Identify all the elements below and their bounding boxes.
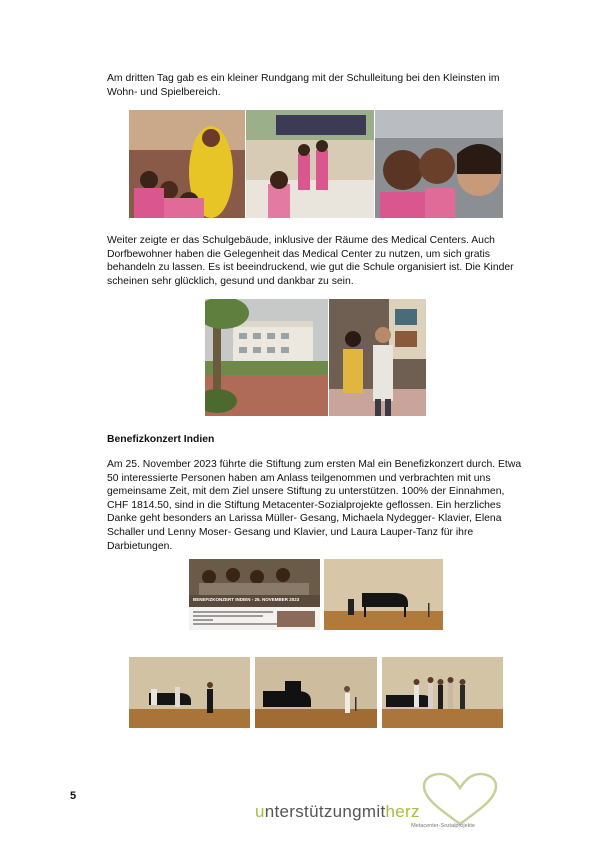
photo-children-yard — [246, 110, 374, 218]
photo-concert-flyer — [189, 559, 320, 630]
photo-children-selfie — [375, 110, 503, 218]
logo-text: unterstützungmitherz — [255, 802, 420, 821]
photo-children-classroom — [129, 110, 245, 218]
photo-concert-group — [382, 657, 503, 728]
photo-concert-performers-2 — [255, 657, 377, 728]
logo — [255, 772, 505, 832]
flyer-banner: BENEFIZKONZERT INDIEN - 25. NOVEMBER 2023 — [193, 597, 300, 602]
heart-icon — [420, 772, 500, 826]
paragraph-rundgang: Am dritten Tag gab es ein kleiner Rundgang mit der Schulleitung bei den Kleinsten im Wohn- und Spielbereich. — [107, 73, 500, 98]
paragraph-benefizkonzert: Am 25. November 2023 führte die Stiftung zum ersten Mal ein Benefizkonzert durch. Etwa 50 interessierte Personen haben am Anlass teilgenommen und verbrachten mit uns gemeinsame Zeit, mit dem Ziel unsere Stiftung zu unterstützen. 100% der Einnahmen, CHF 1814.50, sind in die Stiftung Metacenter-Sozialprojekte geflossen. Ein herzliches Danke geht besonders an Larissa Müller- Gesang, Michaela Nydegger- Klavier, Elena Schaller und Lenny Moser- Gesang und Klavier, und Laura Lauper-Tanz für ihre Darbietungen. — [107, 459, 522, 552]
photo-concert-performers-1 — [129, 657, 250, 728]
logo-subtitle: Metacenter-Sozialprojekte — [411, 823, 475, 829]
photo-school-building — [205, 299, 328, 416]
photo-medical-center-visit — [329, 299, 426, 416]
section-heading: Benefizkonzert Indien — [107, 434, 215, 445]
page-number: 5 — [70, 790, 77, 802]
photo-concert-piano — [324, 559, 443, 630]
paragraph-schulgebaeude: Weiter zeigte er das Schulgebäude, inklusive der Räume des Medical Centers. Auch Dorfbewohner haben die Gelegenheit das Medical Center zu nutzen, um sich gratis behandeln zu lassen. Es ist beeindruckend, wie gut die Schule organisiert ist. Die Kinder scheinen sehr glücklich, gesund und dankbar zu sein. — [107, 235, 514, 287]
